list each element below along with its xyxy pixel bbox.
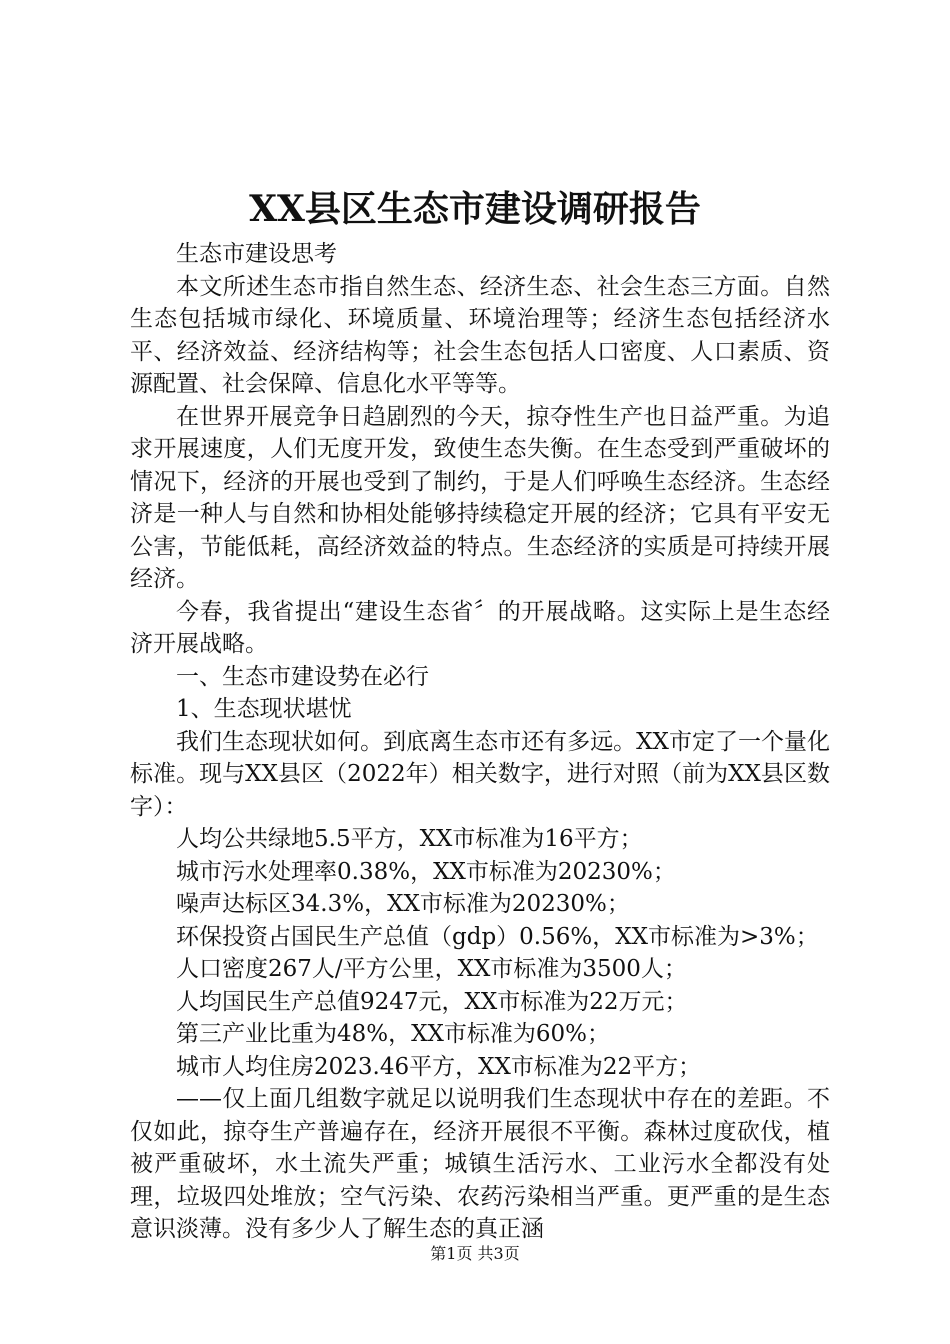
list-item: 城市人均住房2023.46平方，XX市标准为22平方；: [176, 1053, 702, 1080]
paragraph: 今春，我省提出“建设生态省〞的开展战略。这实际上是生态经济开展战略。: [130, 598, 830, 657]
paragraph: 本文所述生态市指自然生态、经济生态、社会生态三方面。自然生态包括城市绿化、环境质量、环境治理等；经济生态包括经济水平、经济效益、经济结构等；社会生态包括人口密度、人口素质、资源配置、社会保障、信息化水平等等。: [130, 273, 830, 397]
document-title: XX县区生态市建设调研报告: [249, 188, 701, 230]
page-number: 第1页 共3页: [430, 1244, 520, 1263]
subsection-heading: 1、生态现状堪忧: [176, 696, 352, 722]
paragraph: 在世界开展竞争日趋剧烈的今天，掠夺性生产也日益严重。为追求开展速度，人们无度开发，致使生态失衡。在生态受到严重破坏的情况下，经济的开展也受到了制约，于是人们呼唤生态经济。生态经济是一种人与自然和协相处能够持续稳定开展的经济；它具有平安无公害，节能低耗，高经济效益的特点。生态经济的实质是可持续开展经济。: [130, 403, 830, 592]
section-heading: 一、生态市建设势在必行: [176, 663, 429, 690]
list-item: 人均公共绿地5.5平方，XX市标准为16平方；: [176, 826, 643, 852]
paragraph-heading: 生态市建设思考: [176, 241, 337, 267]
list-item: 噪声达标区34.3%，XX市标准为20230%；: [176, 891, 630, 917]
paragraph: 我们生态现状如何。到底离生态市还有多远。XX市定了一个量化标准。现与XX县区（2022年）相关数字，进行对照（前为XX县区数字）：: [130, 728, 830, 820]
list-item: 城市污水处理率0.38%，XX市标准为20230%；: [176, 858, 676, 885]
list-item: 第三产业比重为48%，XX市标准为60%；: [176, 1021, 610, 1047]
list-item: 人口密度267人/平方公里，XX市标准为3500人；: [176, 956, 687, 982]
document-body: [130, 238, 830, 1246]
paragraph: ——仅上面几组数字就足以说明我们生态现状中存在的差距。不仅如此，掠夺生产普遍存在，经济开展很不平衡。森林过度砍伐，植被严重破坏，水土流失严重；城镇生活污水、工业污水全都没有处理，垃圾四处堆放；空气污染、农药污染相当严重。更严重的是生态意识淡薄。没有多少人了解生态的真正涵: [130, 1086, 830, 1242]
list-item: 环保投资占国民生产总值（gdp）0.56%，XX市标准为>3%；: [176, 923, 819, 950]
list-item: 人均国民生产总值9247元，XX市标准为22万元；: [176, 988, 688, 1015]
